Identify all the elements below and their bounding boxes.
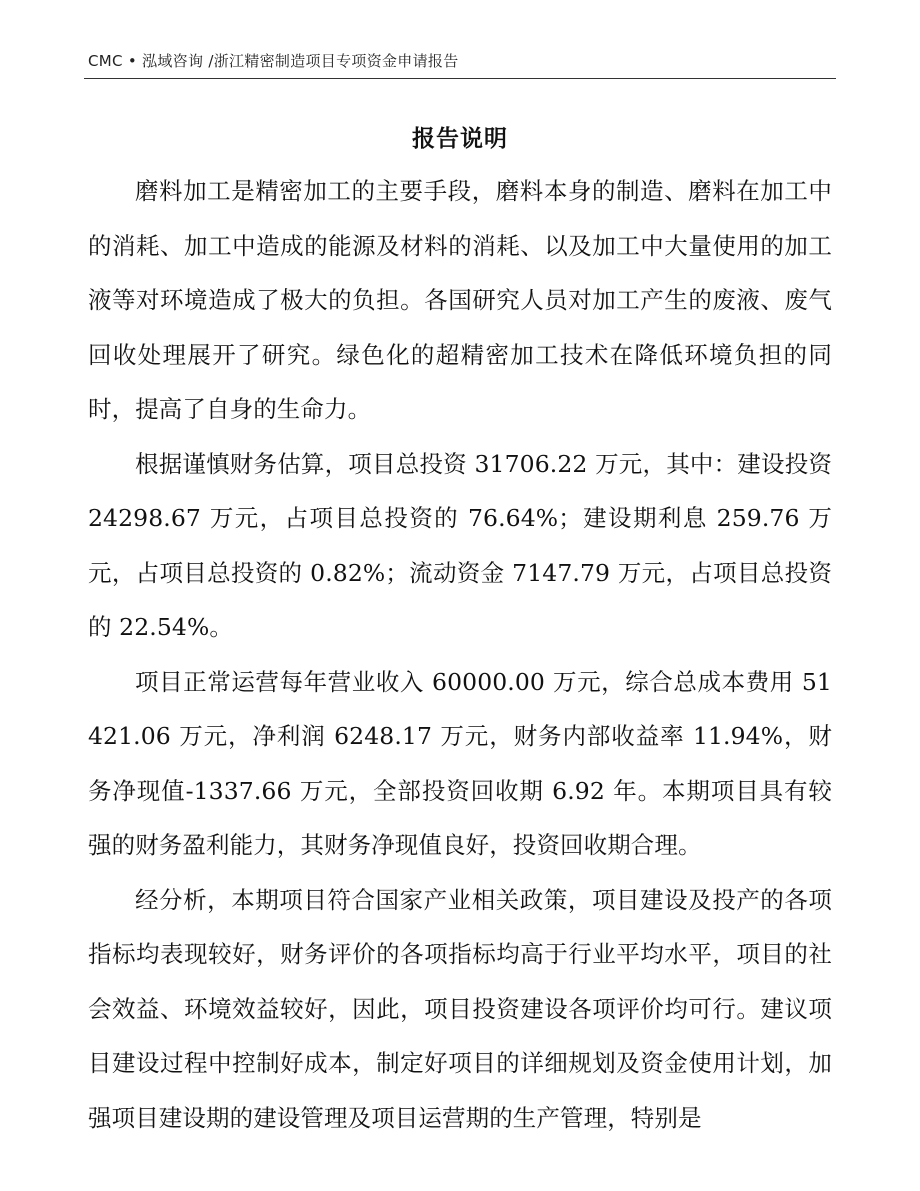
- paragraph-process-intro: 磨料加工是精密加工的主要手段，磨料本身的制造、磨料在加工中的消耗、加工中造成的能源及材料的消耗、以及加工中大量使用的加工液等对环境造成了极大的负担。各国研究人员对加工产生的废液、废气回收处理展开了研究。绿色化的超精密加工技术在降低环境负担的同时，提高了自身的生命力。: [88, 177, 832, 423]
- header-divider: [84, 78, 836, 79]
- report-body: [88, 164, 832, 1145]
- paragraph-operation: 项目正常运营每年营业收入 60000.00 万元，综合总成本费用 51421.06 万元，净利润 6248.17 万元，财务内部收益率 11.94%，财务净现值-1337.66 万元，全部投资回收期 6.92 年。本期项目具有较强的财务盈利能力，其财务净现值良好，投资回收期合理。: [88, 667, 832, 859]
- paragraph-conclusion: 经分析，本期项目符合国家产业相关政策，项目建设及投产的各项指标均表现较好，财务评价的各项指标均高于行业平均水平，项目的社会效益、环境效益较好，因此，项目投资建设各项评价均可行。建议项目建设过程中控制好成本，制定好项目的详细规划及资金使用计划，加强项目建设期的建设管理及项目运营期的生产管理，特别是: [88, 885, 832, 1132]
- section-title: 报告说明: [412, 126, 508, 152]
- paragraph-investment: 根据谨慎财务估算，项目总投资 31706.22 万元，其中：建设投资 24298.67 万元，占项目总投资的 76.64%；建设期利息 259.76 万元，占项目总投资的 0.82%；流动资金 7147.79 万元，占项目总投资的 22.54%。: [88, 449, 832, 641]
- running-header: CMC • 泓域咨询 /浙江精密制造项目专项资金申请报告: [88, 52, 459, 70]
